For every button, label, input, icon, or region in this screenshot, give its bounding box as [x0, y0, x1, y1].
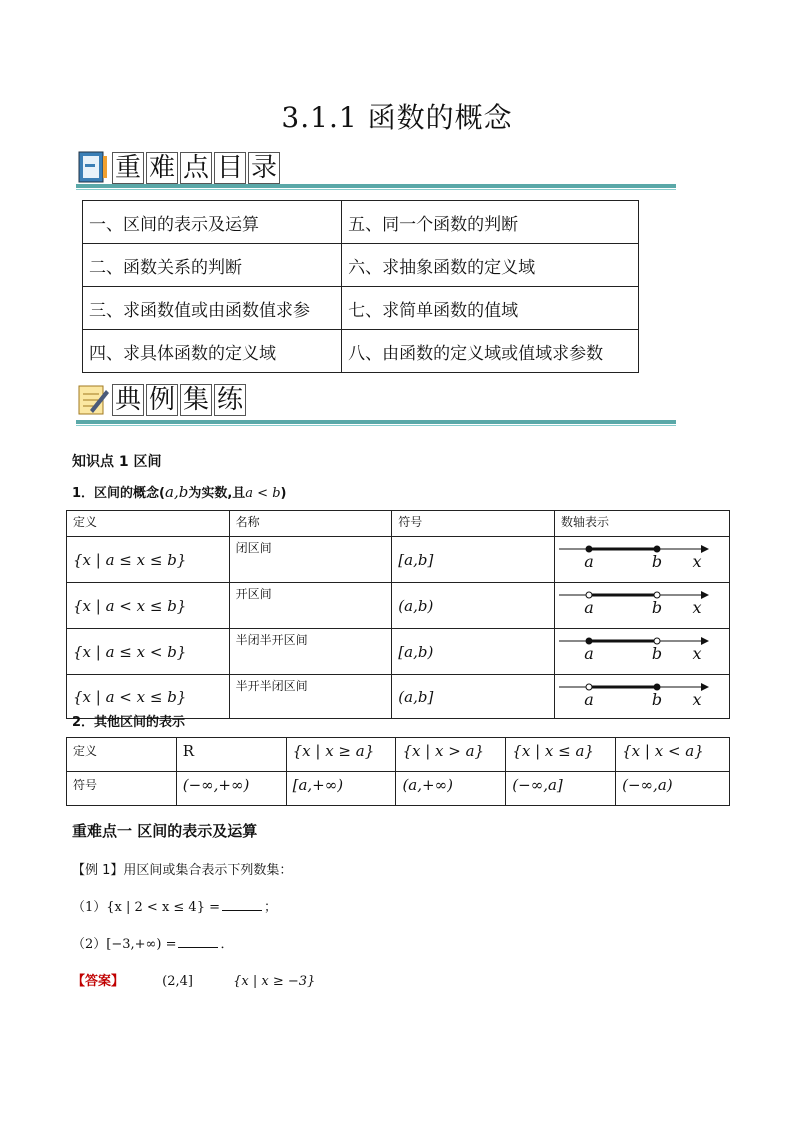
notepad-pencil-icon	[76, 382, 110, 416]
section-banner-toc	[76, 148, 686, 190]
key-point-heading: 重难点一 区间的表示及运算	[72, 822, 258, 840]
toc-item: 三、求函数值或由函数值求参	[83, 287, 342, 330]
definition-cell: {x | x ≤ a}	[512, 742, 594, 760]
label-b: b	[651, 552, 663, 571]
banner-underline	[76, 184, 676, 188]
interval-definition: {x | a < x ≤ b}	[73, 687, 187, 706]
interval-symbol: (a,b]	[398, 687, 434, 706]
number-line	[555, 629, 725, 671]
other-interval-table	[66, 737, 730, 806]
banner-char: 重	[112, 152, 144, 184]
definition-cell: R	[182, 742, 195, 760]
label-x: x	[692, 552, 702, 571]
toc-item: 五、同一个函数的判断	[342, 201, 639, 244]
question-text: （2）[−3,+∞) =	[72, 937, 177, 952]
symbol-cell: (a,+∞)	[402, 776, 453, 794]
question-text: （1）{x | 2 < x ≤ 4} =	[72, 900, 221, 915]
interval-definition: {x | a < x ≤ b}	[73, 596, 187, 615]
answer-blank	[222, 910, 262, 911]
heading-text: 为实数,且	[188, 486, 246, 501]
banner-char: 集	[180, 384, 212, 416]
toc-item: 六、求抽象函数的定义域	[342, 244, 639, 287]
axis-arrow	[701, 591, 709, 599]
label-x: x	[692, 644, 702, 663]
banner-char: 典	[112, 384, 144, 416]
table-row	[67, 537, 730, 583]
heading-math: a < b	[245, 486, 281, 501]
page-title: 3.1.1 函数的概念	[281, 101, 513, 134]
answer-line	[72, 970, 315, 989]
banner-char: 目	[214, 152, 246, 184]
symbol-cell: (−∞,a)	[622, 776, 673, 794]
table-row	[67, 629, 730, 675]
number-line	[555, 537, 725, 579]
question-text: ．	[220, 937, 234, 952]
label-b: b	[651, 690, 663, 709]
definition-cell: {x | x > a}	[402, 742, 485, 760]
label-a: a	[584, 690, 594, 709]
question-text: ；	[264, 900, 278, 915]
table-row	[83, 201, 639, 244]
column-header: 名称	[229, 511, 392, 537]
answer-label: 【答案】	[72, 974, 125, 989]
interval-definition: {x | a ≤ x < b}	[73, 642, 187, 661]
banner-underline	[76, 425, 676, 426]
axis-arrow	[701, 637, 709, 645]
table-row	[83, 244, 639, 287]
axis-arrow	[701, 683, 709, 691]
heading-math: a,b	[165, 483, 189, 501]
question-2	[72, 933, 233, 952]
label-b: b	[651, 598, 663, 617]
interval-name: 闭区间	[229, 537, 392, 583]
toc-item: 一、区间的表示及运算	[83, 201, 342, 244]
label-a: a	[584, 644, 594, 663]
number-line	[555, 675, 725, 715]
table-row	[67, 738, 730, 772]
toc-table	[82, 200, 639, 373]
label-b: b	[651, 644, 663, 663]
heading-text: 1．区间的概念(	[72, 486, 165, 501]
interval-definition: {x | a ≤ x ≤ b}	[73, 550, 187, 569]
table-row	[83, 287, 639, 330]
question-1	[72, 896, 277, 915]
banner-title	[112, 152, 282, 184]
label-a: a	[584, 598, 594, 617]
section-heading	[72, 482, 286, 501]
table-row	[83, 330, 639, 373]
example-label: 【例 1】用区间或集合表示下列数集：	[72, 863, 293, 878]
toc-item: 二、函数关系的判断	[83, 244, 342, 287]
banner-char: 录	[248, 152, 280, 184]
answer-blank	[178, 947, 218, 948]
banner-underline	[76, 420, 676, 424]
label-a: a	[584, 552, 594, 571]
symbol-cell: (−∞,a]	[512, 776, 563, 794]
banner-underline	[76, 189, 676, 190]
axis-arrow	[701, 545, 709, 553]
interval-symbol: [a,b)	[398, 642, 434, 661]
row-header: 符号	[67, 772, 177, 806]
symbol-cell: [a,+∞)	[292, 776, 344, 794]
number-line	[555, 583, 725, 625]
interval-symbol: (a,b)	[398, 596, 434, 615]
label-x: x	[692, 598, 702, 617]
banner-char: 点	[180, 152, 212, 184]
answer-value: {x | x ≥ −3}	[233, 974, 316, 989]
interval-symbol: [a,b]	[398, 550, 434, 569]
answer-value: (2,4]	[162, 974, 193, 989]
table-header-row	[67, 511, 730, 537]
knowledge-point-heading: 知识点 1 区间	[72, 454, 162, 470]
banner-title	[112, 384, 248, 416]
banner-char: 练	[214, 384, 246, 416]
heading-text: )	[280, 486, 287, 501]
column-header: 数轴表示	[555, 511, 730, 537]
row-header: 定义	[67, 738, 177, 772]
banner-char: 难	[146, 152, 178, 184]
label-x: x	[692, 690, 702, 709]
column-header: 符号	[392, 511, 555, 537]
table-row	[67, 772, 730, 806]
notebook-icon	[76, 150, 110, 184]
interval-table	[66, 510, 730, 719]
section-heading: 2．其他区间的表示	[72, 715, 186, 730]
interval-name: 半开半闭区间	[229, 675, 392, 719]
interval-name: 开区间	[229, 583, 392, 629]
interval-name: 半闭半开区间	[229, 629, 392, 675]
toc-item: 四、求具体函数的定义域	[83, 330, 342, 373]
definition-cell: {x | x < a}	[622, 742, 704, 760]
column-header: 定义	[67, 511, 230, 537]
toc-item: 七、求简单函数的值域	[342, 287, 639, 330]
section-banner-examples	[76, 380, 686, 422]
symbol-cell: (−∞,+∞)	[182, 776, 250, 794]
banner-char: 例	[146, 384, 178, 416]
toc-item: 八、由函数的定义域或值域求参数	[342, 330, 639, 373]
table-row	[67, 583, 730, 629]
definition-cell: {x | x ≥ a}	[292, 742, 375, 760]
